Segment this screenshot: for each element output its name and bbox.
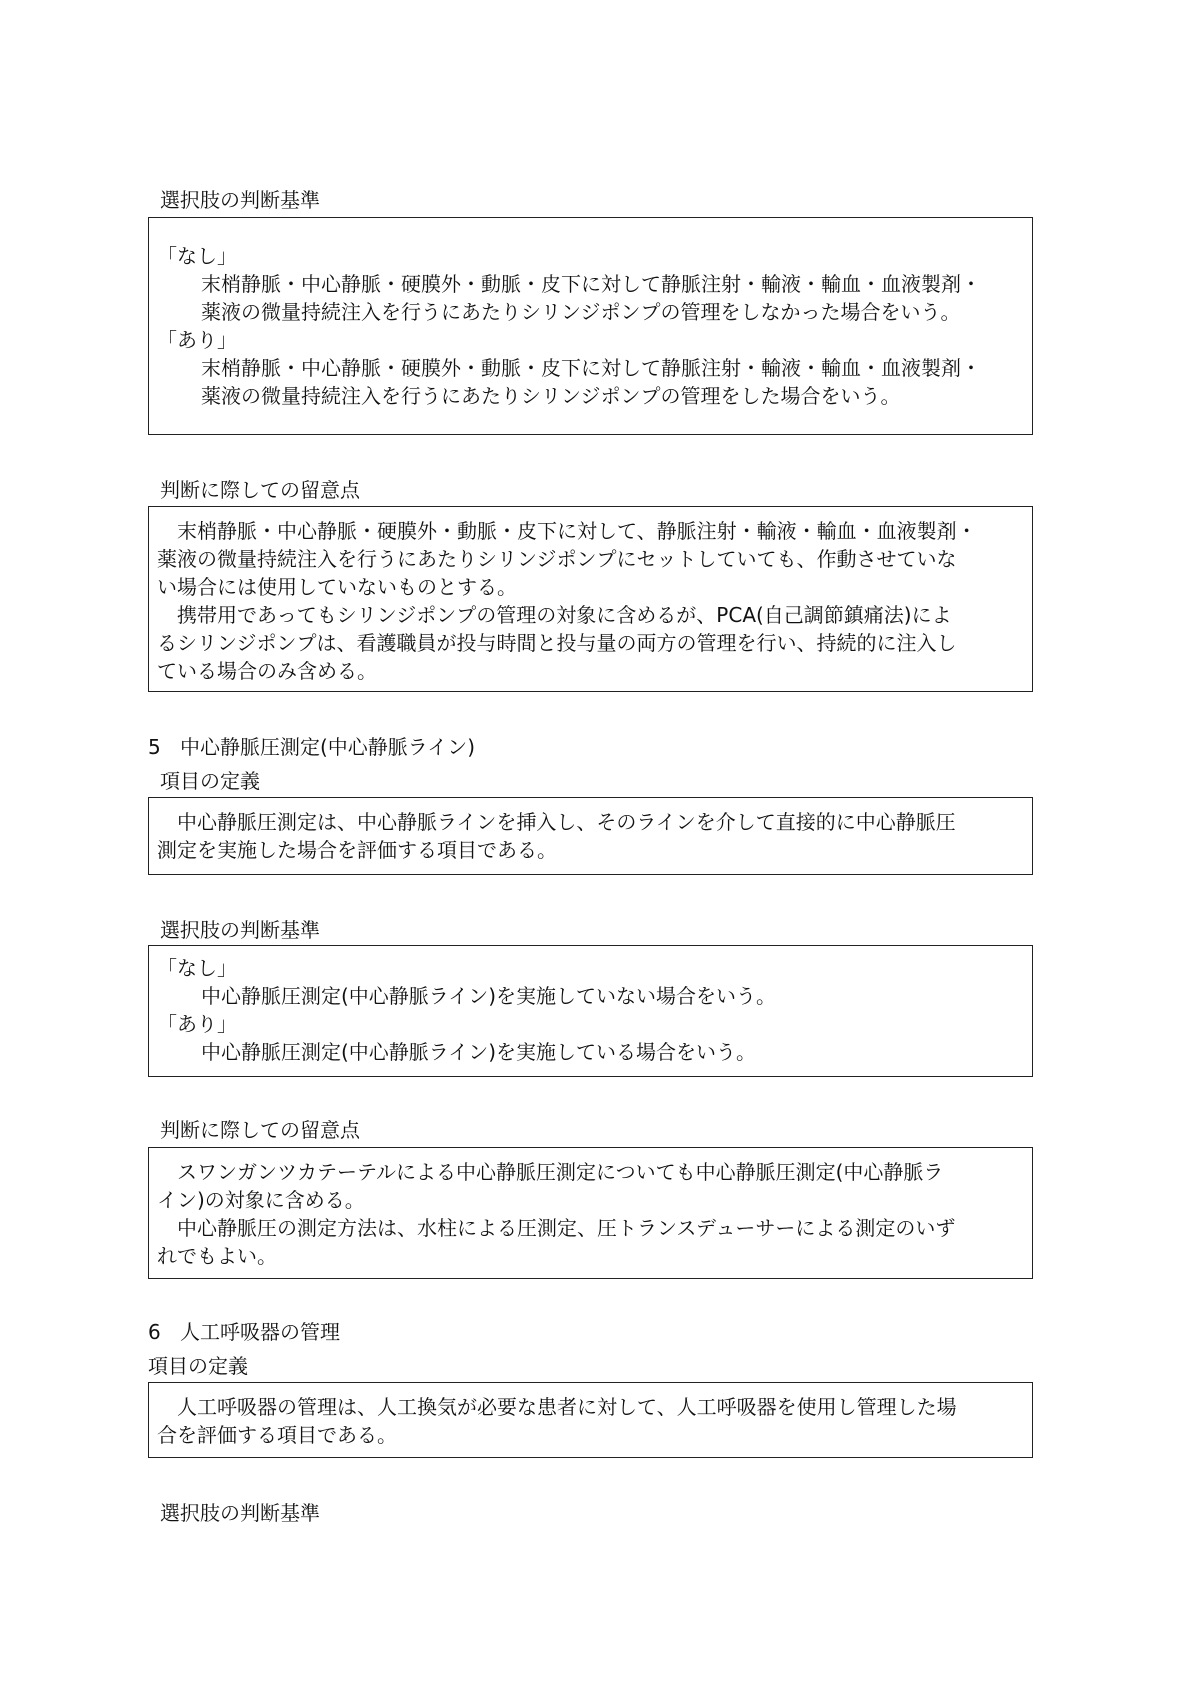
section-title: 人工呼吸器の管理 — [180, 1320, 340, 1344]
criteria-text: 中心静脈圧測定(中心静脈ライン)を実施していない場合をいう。 — [201, 984, 777, 1008]
criteria-heading: 選択肢の判断基準 — [160, 1501, 320, 1525]
criteria-text: 薬液の微量持続注入を行うにあたりシリンジポンプの管理をした場合をいう。 — [201, 384, 901, 408]
definition-heading: 項目の定義 — [160, 769, 260, 793]
definition-text: 中心静脈圧測定は、中心静脈ラインを挿入し、そのラインを介して直接的に中心静脈圧 — [177, 810, 956, 834]
notes-heading: 判断に際しての留意点 — [160, 478, 360, 502]
notes-text: 携帯用であってもシリンジポンプの管理の対象に含めるが、PCA(自己調節鎮痛法)によ — [177, 603, 952, 627]
criteria-box — [148, 945, 1033, 1077]
criteria-text: 末梢静脈・中心静脈・硬膜外・動脈・皮下に対して静脈注射・輸液・輸血・血液製剤・ — [201, 356, 981, 380]
section-number: 5 — [148, 735, 161, 759]
criteria-text: 薬液の微量持続注入を行うにあたりシリンジポンプの管理をしなかった場合をいう。 — [201, 300, 961, 324]
option-yes-label: 「あり」 — [157, 1012, 237, 1036]
notes-box — [148, 1147, 1033, 1279]
criteria-box — [148, 217, 1033, 435]
notes-box — [148, 506, 1033, 692]
definition-text: 測定を実施した場合を評価する項目である。 — [157, 838, 557, 862]
section-number: 6 — [148, 1320, 161, 1344]
notes-text: ている場合のみ含める。 — [157, 659, 377, 683]
notes-text: れでもよい。 — [157, 1244, 277, 1268]
notes-text: るシリンジポンプは、看護職員が投与時間と投与量の両方の管理を行い、持続的に注入し — [157, 631, 957, 655]
criteria-heading: 選択肢の判断基準 — [160, 918, 320, 942]
definition-box — [148, 1382, 1033, 1458]
criteria-heading: 選択肢の判断基準 — [160, 188, 320, 212]
definition-heading: 項目の定義 — [148, 1354, 248, 1378]
definition-text: 人工呼吸器の管理は、人工換気が必要な患者に対して、人工呼吸器を使用し管理した場 — [177, 1395, 957, 1419]
option-yes-label: 「あり」 — [157, 328, 237, 352]
notes-heading: 判断に際しての留意点 — [160, 1118, 360, 1142]
definition-box — [148, 797, 1033, 875]
criteria-text: 中心静脈圧測定(中心静脈ライン)を実施している場合をいう。 — [201, 1040, 757, 1064]
notes-text: 末梢静脈・中心静脈・硬膜外・動脈・皮下に対して、静脈注射・輸液・輸血・血液製剤・ — [177, 519, 977, 543]
notes-text: い場合には使用していないものとする。 — [157, 575, 517, 599]
notes-text: 中心静脈圧の測定方法は、水柱による圧測定、圧トランスデューサーによる測定のいず — [177, 1216, 956, 1240]
definition-text: 合を評価する項目である。 — [157, 1423, 397, 1447]
notes-text: 薬液の微量持続注入を行うにあたりシリンジポンプにセットしていても、作動させていな — [157, 547, 957, 571]
notes-text: スワンガンツカテーテルによる中心静脈圧測定についても中心静脈圧測定(中心静脈ラ — [177, 1160, 944, 1184]
option-none-label: 「なし」 — [157, 244, 237, 268]
option-none-label: 「なし」 — [157, 956, 237, 980]
section-title: 中心静脈圧測定(中心静脈ライン) — [180, 735, 476, 759]
notes-text: イン)の対象に含める。 — [157, 1188, 365, 1212]
criteria-text: 末梢静脈・中心静脈・硬膜外・動脈・皮下に対して静脈注射・輸液・輸血・血液製剤・ — [201, 272, 981, 296]
